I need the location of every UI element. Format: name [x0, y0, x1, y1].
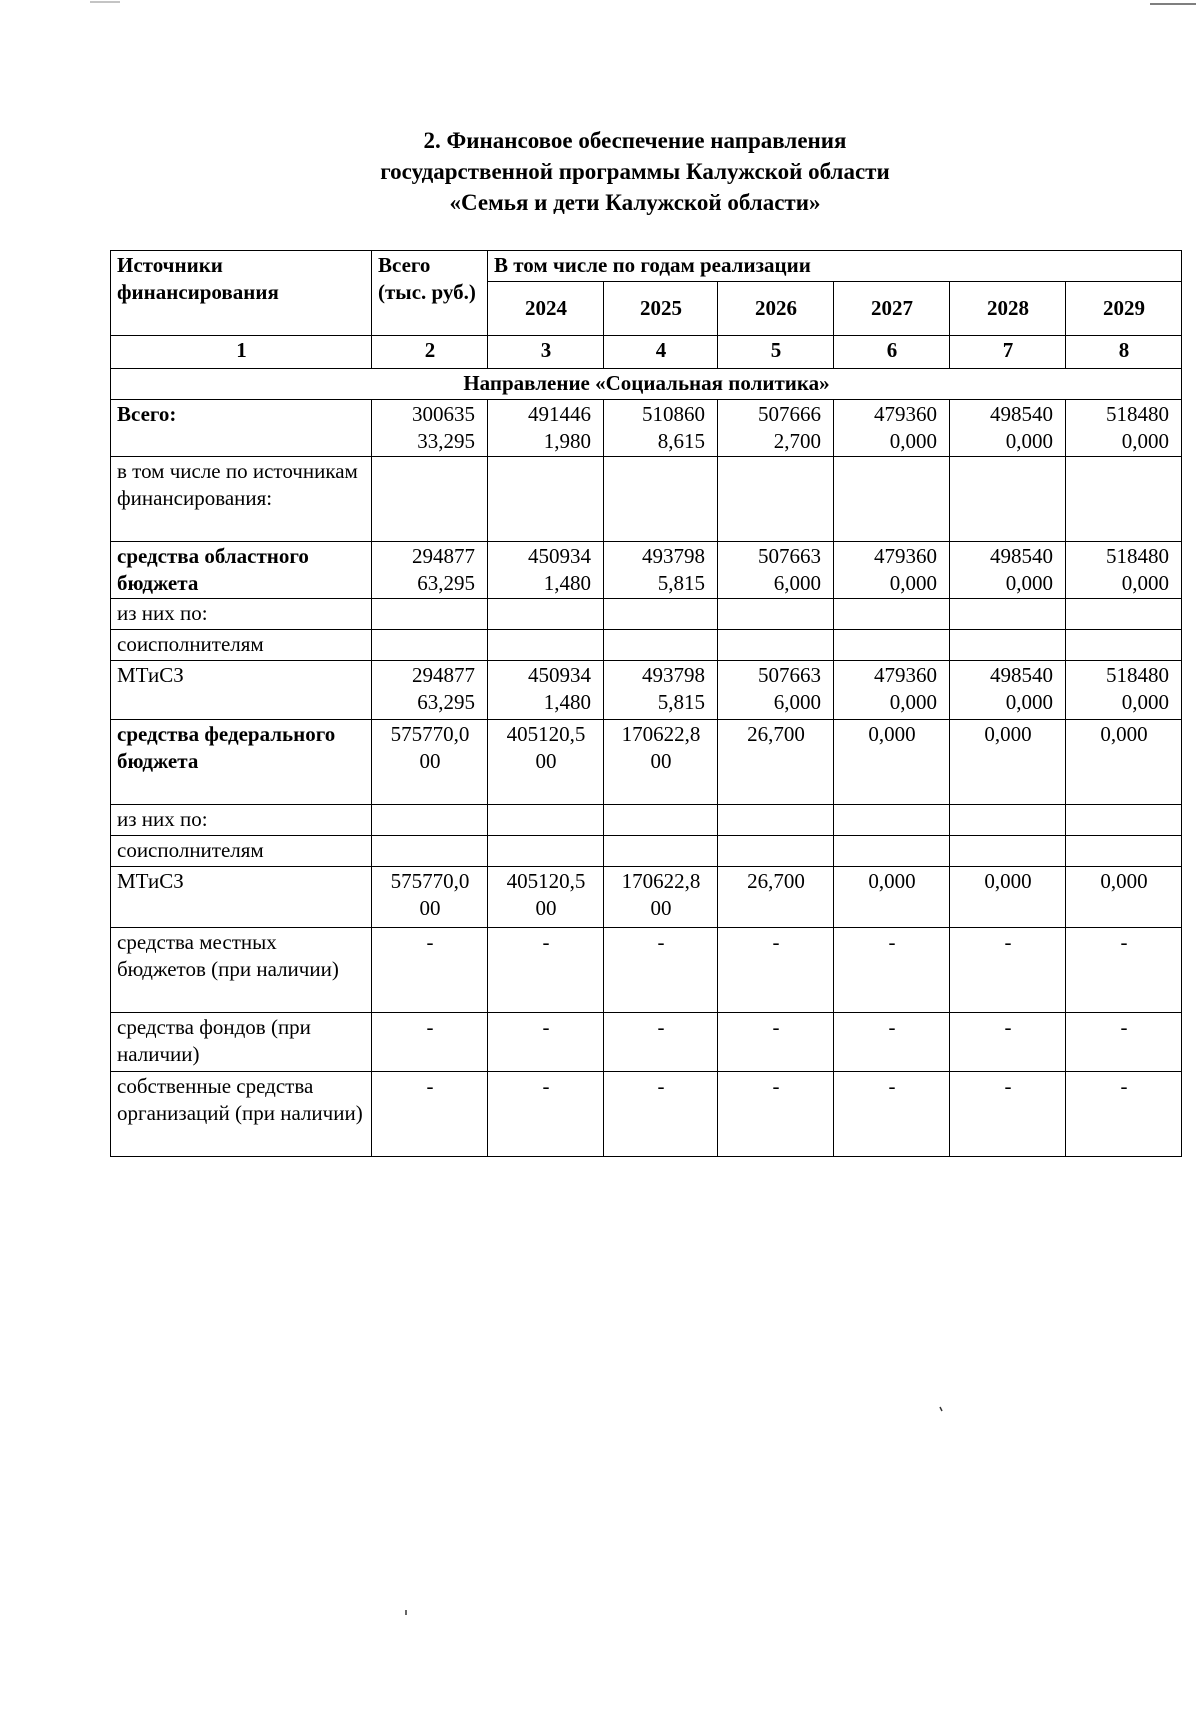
value-cell: -	[950, 1013, 1066, 1072]
value-cell: 479360 0,000	[834, 542, 950, 599]
header-year: 2024	[488, 281, 604, 335]
value-cell: 479360 0,000	[834, 661, 950, 720]
column-number: 3	[488, 336, 604, 369]
value-cell: 170622,8 00	[604, 720, 718, 805]
value-cell: -	[488, 928, 604, 1013]
column-number: 7	[950, 336, 1066, 369]
row-label: соисполнителям	[111, 630, 372, 661]
header-year: 2029	[1066, 281, 1182, 335]
row-label: из них по:	[111, 599, 372, 630]
value-cell: 170622,8 00	[604, 867, 718, 928]
value-cell: -	[834, 1013, 950, 1072]
header-total: Всего (тыс. руб.)	[372, 251, 488, 336]
value-cell: 0,000	[950, 720, 1066, 805]
value-cell: 479360 0,000	[834, 400, 950, 457]
value-cell: 498540 0,000	[950, 661, 1066, 720]
value-cell: -	[1066, 1013, 1182, 1072]
column-number: 8	[1066, 336, 1182, 369]
title-line-1: 2. Финансовое обеспечение направления	[423, 128, 847, 153]
value-cell: 300635 33,295	[372, 400, 488, 457]
value-cell: 26,700	[718, 720, 834, 805]
column-number: 4	[604, 336, 718, 369]
row-label: соисполнителям	[111, 836, 372, 867]
value-cell: 294877 63,295	[372, 661, 488, 720]
row-label: средства областного бюджета	[111, 542, 372, 599]
row-label: МТиСЗ	[111, 661, 372, 720]
value-cell: 0,000	[1066, 720, 1182, 805]
value-cell: 0,000	[950, 867, 1066, 928]
row-label: из них по:	[111, 805, 372, 836]
value-cell: -	[488, 1013, 604, 1072]
value-cell: 405120,5 00	[488, 867, 604, 928]
value-cell: -	[604, 928, 718, 1013]
value-cell: 510860 8,615	[604, 400, 718, 457]
value-cell: -	[372, 1072, 488, 1157]
value-cell: 507663 6,000	[718, 542, 834, 599]
value-cell: 507666 2,700	[718, 400, 834, 457]
value-cell: -	[950, 1072, 1066, 1157]
header-by-years: В том числе по годам реализации	[488, 251, 1182, 282]
value-cell: 0,000	[834, 867, 950, 928]
value-cell: -	[372, 1013, 488, 1072]
row-label: средства федерального бюджета	[111, 720, 372, 805]
value-cell: 26,700	[718, 867, 834, 928]
value-cell: -	[372, 928, 488, 1013]
row-label: МТиСЗ	[111, 867, 372, 928]
value-cell: 405120,5 00	[488, 720, 604, 805]
value-cell: 0,000	[1066, 867, 1182, 928]
value-cell: 498540 0,000	[950, 400, 1066, 457]
value-cell: -	[488, 1072, 604, 1157]
value-cell: -	[1066, 1072, 1182, 1157]
row-label: Всего:	[111, 400, 372, 457]
value-cell: 518480 0,000	[1066, 661, 1182, 720]
title-line-3: «Семья и дети Калужской области»	[449, 190, 821, 215]
value-cell: -	[834, 1072, 950, 1157]
header-source: Источники финансирования	[111, 251, 372, 336]
value-cell: 493798 5,815	[604, 542, 718, 599]
value-cell: 518480 0,000	[1066, 400, 1182, 457]
column-number: 2	[372, 336, 488, 369]
value-cell: 575770,0 00	[372, 720, 488, 805]
column-number: 1	[111, 336, 372, 369]
header-year: 2025	[604, 281, 718, 335]
row-label: в том числе по источникам финансирования:	[111, 457, 372, 542]
value-cell: 0,000	[834, 720, 950, 805]
value-cell: 518480 0,000	[1066, 542, 1182, 599]
value-cell: -	[718, 1072, 834, 1157]
value-cell: -	[718, 1013, 834, 1072]
value-cell: 450934 1,480	[488, 542, 604, 599]
value-cell: -	[834, 928, 950, 1013]
row-label: средства местных бюджетов (при наличии)	[111, 928, 372, 1013]
scan-speck	[940, 1407, 942, 1411]
value-cell: 450934 1,480	[488, 661, 604, 720]
value-cell: -	[604, 1072, 718, 1157]
column-number: 6	[834, 336, 950, 369]
header-year: 2028	[950, 281, 1066, 335]
value-cell: -	[718, 928, 834, 1013]
value-cell: 294877 63,295	[372, 542, 488, 599]
title-line-2: государственной программы Калужской области	[380, 159, 890, 184]
value-cell: 575770,0 00	[372, 867, 488, 928]
value-cell: 491446 1,980	[488, 400, 604, 457]
value-cell: -	[1066, 928, 1182, 1013]
value-cell: 498540 0,000	[950, 542, 1066, 599]
row-label: собственные средства организаций (при наличии)	[111, 1072, 372, 1157]
value-cell: 507663 6,000	[718, 661, 834, 720]
section-title: Направление «Социальная политика»	[111, 369, 1182, 400]
column-number: 5	[718, 336, 834, 369]
value-cell: -	[604, 1013, 718, 1072]
header-year: 2026	[718, 281, 834, 335]
row-label: средства фондов (при наличии)	[111, 1013, 372, 1072]
value-cell: 493798 5,815	[604, 661, 718, 720]
header-year: 2027	[834, 281, 950, 335]
value-cell: -	[950, 928, 1066, 1013]
